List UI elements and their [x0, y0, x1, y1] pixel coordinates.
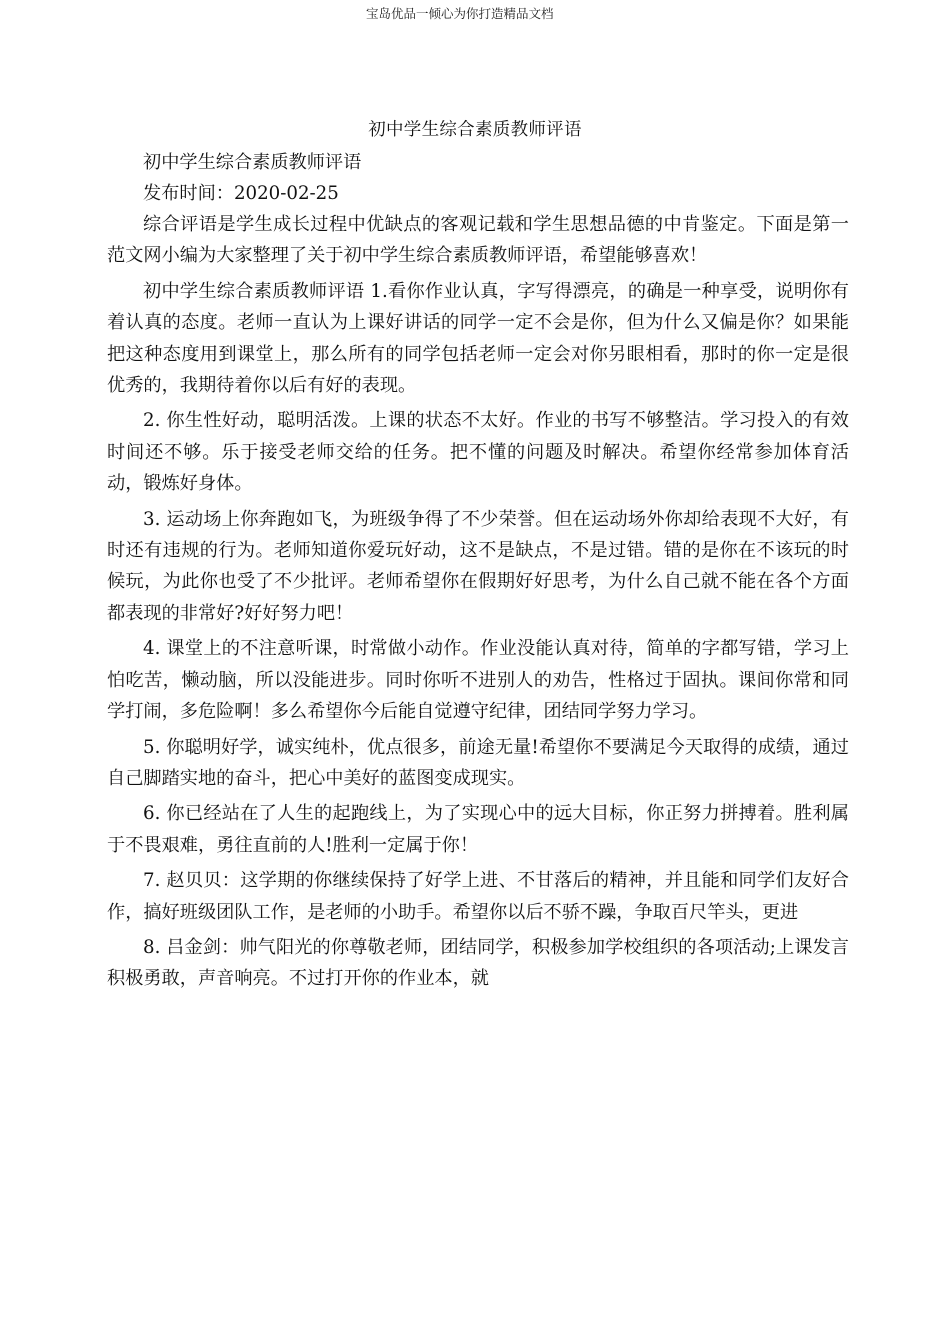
document-title: 初中学生综合素质教师评语	[368, 120, 582, 140]
paragraph-2: 2. 你生性好动，聪明活泼。上课的状态不太好。作业的书写不够整洁。学习投入的有效时间还不够。乐于接受老师交给的任务。把不懂的问题及时解决。希望你经常参加体育活动，锻炼好身体。	[107, 410, 849, 495]
document-body	[107, 147, 849, 995]
publish-date: 发布时间：2020-02-25	[143, 183, 339, 204]
intro-paragraph: 综合评语是学生成长过程中优缺点的客观记载和学生思想品德的中肯鉴定。下面是第一范文网小编为大家整理了关于初中学生综合素质教师评语，希望能够喜欢！	[107, 214, 849, 267]
paragraph-4: 4. 课堂上的不注意听课，时常做小动作。作业没能认真对待，简单的字都写错，学习上怕吃苦，懒动脑，所以没能进步。同时你听不进别人的劝告，性格过于固执。课间你常和同学打闹，多危险啊！多么希望你今后能自觉遵守纪律，团结同学努力学习。	[107, 638, 849, 723]
paragraph-7: 7. 赵贝贝：这学期的你继续保持了好学上进、不甘落后的精神，并且能和同学们友好合作，搞好班级团队工作，是老师的小助手。希望你以后不骄不躁，争取百尺竿头，更进	[107, 870, 849, 923]
paragraph-5: 5. 你聪明好学，诚实纯朴，优点很多，前途无量!希望你不要满足今天取得的成绩，通过自己脚踏实地的奋斗，把心中美好的蓝图变成现实。	[107, 736, 849, 789]
page-header: 宝岛优品一倾心为你打造精品文档	[366, 6, 554, 21]
subtitle: 初中学生综合素质教师评语	[143, 152, 362, 173]
paragraph-1: 初中学生综合素质教师评语 1.看你作业认真，字写得漂亮，的确是一种享受，说明你有着认真的态度。老师一直认为上课好讲话的同学一定不会是你，但为什么又偏是你？如果能把这种态度用到课堂上，那么所有的同学包括老师一定会对你另眼相看，那时的你一定是很优秀的，我期待着你以后有好的表现。	[107, 280, 849, 397]
paragraph-6: 6. 你已经站在了人生的起跑线上，为了实现心中的远大目标，你正努力拼搏着。胜利属于不畏艰难，勇往直前的人!胜利一定属于你！	[107, 803, 849, 856]
paragraph-8: 8. 吕金剑：帅气阳光的你尊敬老师，团结同学，积极参加学校组织的各项活动;上课发言积极勇敢，声音响亮。不过打开你的作业本，就	[107, 936, 849, 990]
paragraph-3: 3. 运动场上你奔跑如飞，为班级争得了不少荣誉。但在运动场外你却给表现不大好，有时还有违规的行为。老师知道你爱玩好动，这不是缺点，不是过错。错的是你在不该玩的时候玩，为此你也受了不少批评。老师希望你在假期好好思考，为什么自己就不能在各个方面都表现的非常好?好好努力吧！	[107, 508, 849, 624]
